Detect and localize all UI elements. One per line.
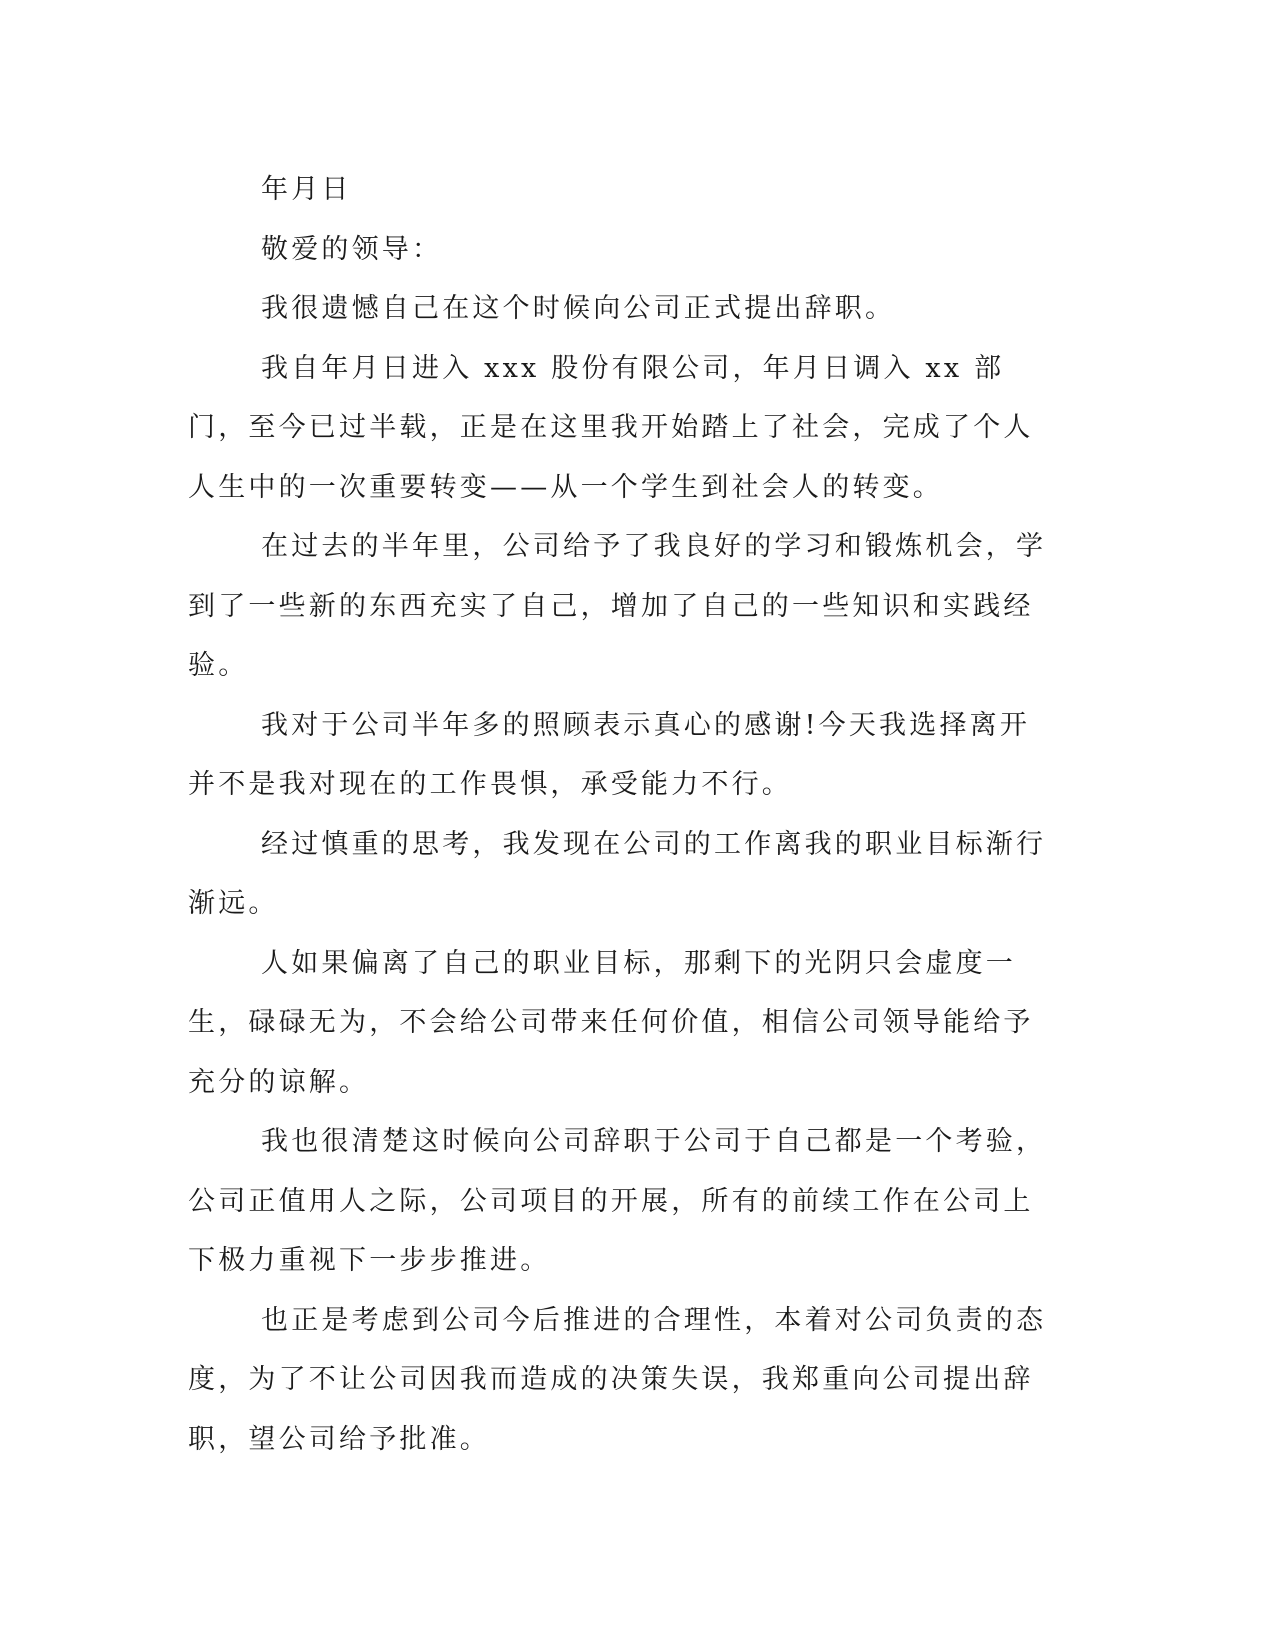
paragraph-1: 我很遗憾自己在这个时候向公司正式提出辞职。 (261, 293, 896, 324)
date-line: 年月日 (261, 174, 352, 205)
paragraph-8: 也正是考虑到公司今后推进的合理性，本着对公司负责的态度，为了不让公司因我而造成的决策失误，我郑重向公司提出辞职，望公司给予批准。 (188, 1304, 1047, 1455)
paragraph-5: 经过慎重的思考，我发现在公司的工作离我的职业目标渐行渐远。 (188, 828, 1047, 919)
letter-body (188, 160, 1050, 1469)
paragraph-4: 我对于公司半年多的照顾表示真心的感谢!今天我选择离开并不是我对现在的工作畏惧，承受能力不行。 (188, 709, 1031, 800)
salutation: 敬爱的领导： (261, 233, 443, 265)
paragraph-7: 我也很清楚这时候向公司辞职于公司于自己都是一个考验，公司正值用人之际，公司项目的开展，所有的前续工作在公司上下极力重视下一步步推进。 (188, 1126, 1047, 1276)
paragraph-6: 人如果偏离了自己的职业目标，那剩下的光阴只会虚度一生，碌碌无为，不会给公司带来任何价值，相信公司领导能给予充分的谅解。 (188, 947, 1034, 1098)
paragraph-3: 在过去的半年里，公司给予了我良好的学习和锻炼机会，学到了一些新的东西充实了自己，增加了自己的一些知识和实践经验。 (188, 531, 1047, 681)
paragraph-2: 我自年月日进入 xxx 股份有限公司，年月日调入 xx 部门，至今已过半载，正是在这里我开始踏上了社会，完成了个人人生中的一次重要转变——从一个学生到社会人的转变。 (188, 352, 1034, 503)
